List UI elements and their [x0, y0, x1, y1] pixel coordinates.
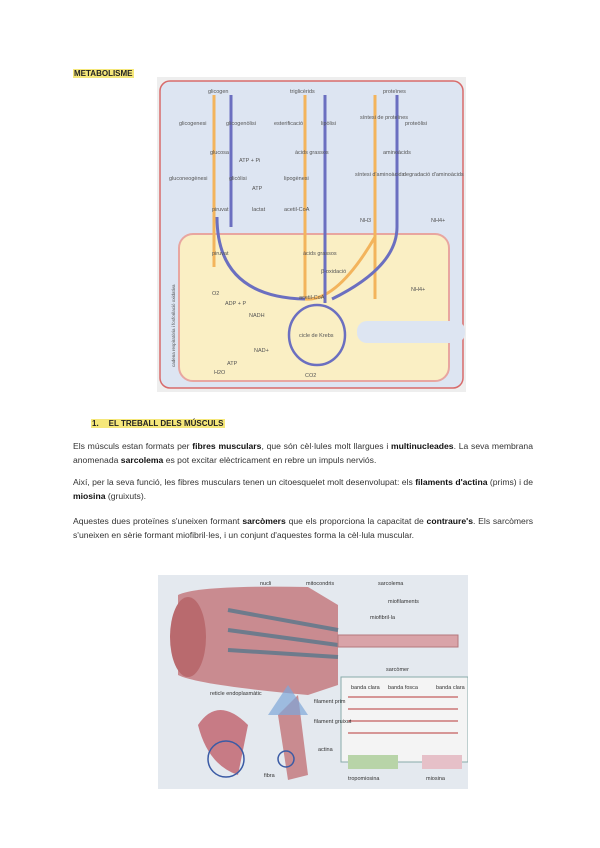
o2-label: O2 — [212, 291, 220, 297]
nh4-label: NH4+ — [431, 218, 446, 224]
bold-term: multinucleades — [391, 441, 454, 451]
tropomyosin-label: tropomiosina — [348, 776, 380, 782]
lipolysis-label: lipòlisi — [321, 121, 336, 127]
adp-p-label: ADP + P — [225, 301, 247, 307]
text-run: . Els sarcòmers s'uneixen en sèrie formant miofibril·les, i un conjunt d'aquestes forma la cèl·lula muscular. — [73, 516, 533, 540]
esterification-label: esterificació — [274, 121, 304, 127]
sarcolemma-label: sarcolema — [378, 581, 404, 587]
bold-term: sarcolema — [120, 454, 164, 465]
text-run: Així, per la seva funció, les fibres musculars tenen un citoesquelet molt desenvolupat: els — [73, 477, 416, 487]
actin-sample — [348, 755, 398, 769]
section-title: EL TREBALL DELS MÚSCULS — [108, 419, 224, 428]
text-run: Aquestes dues proteïnes s'uneixen formant — [73, 516, 243, 526]
h2o-label: H2O — [214, 370, 226, 376]
myosin-sample — [422, 755, 462, 769]
section-heading — [91, 419, 225, 428]
text-run: es pot excitar elèctricament en rebre un impuls nerviós. — [163, 454, 377, 465]
glycogenesis-label: glicogenesi — [179, 121, 207, 127]
mitochondria-label: mitocondris — [306, 581, 335, 587]
atp-mito-label: ATP — [227, 361, 238, 367]
amino-synthesis-label: síntesi d'aminoàcids — [355, 172, 405, 178]
paragraph-2 — [73, 476, 533, 504]
bold-term: filaments d'actina — [415, 477, 488, 487]
fibre-label: fibra — [264, 773, 275, 779]
bold-term: sarcòmers — [242, 516, 286, 526]
nh4-out-label: NH4+ — [411, 287, 426, 293]
bold-term: contraure's — [426, 516, 474, 526]
thin-filament-label: filament prim — [314, 699, 346, 705]
nucleus-label: nucli — [260, 581, 272, 587]
nad-label: NAD+ — [254, 348, 269, 354]
myofilaments-label: miofilaments — [388, 599, 419, 605]
gluconeogenesis-label: gluconeogènesi — [169, 176, 208, 182]
glucose-label: glucosa — [210, 150, 229, 156]
triglycerides-label: triglicèrids — [290, 89, 315, 95]
bold-term: fibres musculars — [192, 441, 262, 451]
sarcomere-label: sarcòmer — [386, 667, 409, 673]
text-run: (gruixuts). — [105, 490, 147, 501]
pyruvate-label: piruvat — [212, 207, 229, 213]
band-light-right-label: banda clara — [436, 685, 465, 691]
text-run: . La seva membrana anomenada — [73, 441, 533, 465]
acetyl-coa-top-label: acetil-CoA — [284, 207, 310, 213]
proteolysis-label: proteòlisi — [405, 121, 428, 127]
beta-oxidation-label: β-oxidació — [321, 269, 347, 275]
muscle-structure-diagram — [158, 575, 468, 789]
text-run: , que són cèl·lules molt llargues i — [261, 441, 392, 451]
co2-label: CO2 — [305, 373, 317, 379]
fatty-acids-mito-label: àcids grassos — [303, 251, 337, 257]
nh3-label: NH3 — [360, 218, 372, 224]
paragraph-3 — [73, 515, 533, 543]
fibre-cross-section — [170, 597, 206, 677]
amino-degradation-label: degradació d'aminoàcids — [403, 172, 464, 178]
paragraph-1 — [73, 440, 533, 468]
protein-synthesis-label: síntesi de proteïnes — [360, 115, 409, 121]
mitochondrion-notch — [357, 321, 465, 343]
bold-term: miosina — [73, 490, 106, 501]
myofibril-rod — [338, 635, 458, 647]
nadh-label: NADH — [249, 313, 265, 319]
actin-label: actina — [318, 747, 333, 753]
atp-pi-label: ATP + Pi — [239, 158, 261, 164]
myosin-label: miosina — [426, 776, 445, 782]
reticulum-label: reticle endoplasmàtic — [210, 691, 262, 697]
glycogenolysis-label: glicogenòlisi — [226, 121, 256, 127]
amino-acids-label: aminoàcids — [383, 150, 411, 156]
thick-filament-label: filament gruixut — [314, 719, 352, 725]
acetyl-coa-label: acetil-CoA — [299, 295, 325, 301]
text-run: Els músculs estan formats per — [73, 441, 193, 451]
lipogenesis-label: lipogènesi — [284, 176, 309, 182]
band-light-label: banda clara — [351, 685, 380, 691]
glycolysis-label: glicòlisi — [229, 176, 247, 182]
myofibril-label: miofibril·la — [370, 615, 396, 621]
section-number: 1. — [92, 419, 99, 428]
proteins-label: proteïnes — [383, 89, 406, 95]
page-title: METABOLISME — [74, 69, 133, 78]
metabolism-diagram — [157, 77, 466, 392]
band-dark-label: banda fosca — [388, 685, 418, 691]
pyruvate-mito-label: piruvat — [212, 251, 229, 257]
atp-label: ATP — [252, 186, 263, 192]
krebs-label: cicle de Krebs — [299, 333, 334, 339]
respiratory-chain-label: cadena respiratòria i fosforilació oxidativa — [171, 284, 176, 367]
fatty-acids-label: àcids grassos — [295, 150, 329, 156]
text-run: (prims) i de — [487, 477, 533, 487]
glycogen-label: glicogen — [208, 89, 229, 95]
text-run: que els proporciona la capacitat de — [285, 516, 427, 526]
lactate-label: lactat — [252, 207, 266, 213]
